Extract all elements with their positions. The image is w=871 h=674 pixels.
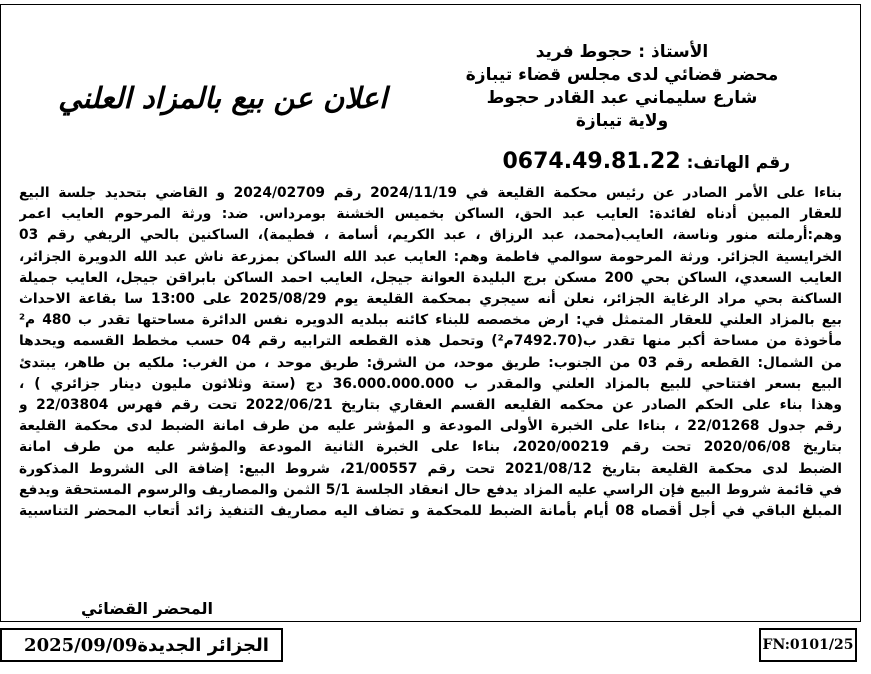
body-line: وهذا بناء على الحكم الصادر عن محكمه القليعه القسم العقاري بتاريخ 2022/06/21 تحت رقم فهرس 22/03804 و — [19, 397, 842, 414]
body-line: مأخوذة من مساحة أكبر منها تقدر ب(7492.70م²) وتحمل هذه القطعه الترابيه رقم 04 حسب مخطط القسمه ويحدها — [19, 333, 842, 350]
reference-number: FN:0101/25 — [762, 637, 854, 653]
announcement-frame — [0, 4, 861, 622]
bailiff-info — [412, 41, 832, 133]
announcement-body — [19, 183, 842, 522]
body-line: المبلغ الباقي في أجل أقصاه 08 أيام بأمانة الضبط للمحكمة و تضاف اليه مصاريف التنفيذ زائد أتعاب المحضر التناسبية — [19, 503, 842, 520]
body-line: وهم:أرملته منور وناسة، العايب(محمد، عبد الرزاق ، عبد الكريم، أسامة ، فطيمة)، الساكنين بالحي الريفي رقم 03 — [19, 227, 842, 244]
bailiff-court: محضر قضائي لدى مجلس قضاء تيبازة — [465, 65, 779, 85]
bailiff-province: ولاية تيبازة — [575, 111, 669, 131]
newspaper-name: الجزائر الجديدة — [137, 634, 269, 656]
body-line: الخرايسية الجزائر. ورثة المرحومة سوالمي فاطمة وهم: العايب عبد الله الساكن بمزرعة ناش عبد الله الدويرة الجزائر، — [19, 248, 842, 265]
phone-label: رقم الهاتف: — [686, 153, 790, 173]
bailiff-name: الأستاذ : حجوط فريد — [535, 42, 709, 62]
phone-row — [503, 149, 791, 174]
reference-box — [759, 628, 857, 662]
body-line: الضبط لدى محكمة القليعة بتاريخ 2021/08/12 تحت رقم 21/00557، شروط البيع: إضافة الى الشروط المذكورة — [19, 460, 842, 477]
body-line: العايب السعدي، الساكن بحي 200 مسكن برج البليدة العوانة جيجل، العايب احمد الساكن بابراقن جيجل، العايب جميلة — [19, 269, 842, 286]
bailiff-street: شارع سليماني عبد القادر حجوط — [486, 88, 758, 108]
body-line: في قائمة شروط البيع فإن الراسي عليه المزاد يدفع حال انعقاد الجلسة 5/1 الثمن والمصاريف والرسوم المستحقة ويدفع — [19, 481, 842, 498]
body-line: الساكنة بحي مراد الرغاية الجزائر، نعلن أنه سيجري بمحكمة القليعة يوم 2025/08/29 على 13:00 سا بقاعة الاحداث — [19, 291, 842, 308]
body-line: البيع بسعر افتتاحي للبيع بالمزاد العلني والمقدر ب 36.000.000.000 دج (ستة وثلاثون مليون دينار جزائري ) ، — [19, 375, 842, 392]
announcement-title: اعلان عن بيع بالمزاد العلني — [58, 81, 387, 115]
body-line: بيع بالمزاد العلني للعقار المتمثل في: ارض مخصصه للبناء كائنه ببلديه الدويره نفس الدائرة مساحتها تقدر ب 480 م² — [19, 312, 842, 329]
signature: المحضر القضائي — [81, 599, 214, 618]
body-line: رقم جدول 22/01268 ، بناءا على الخبرة الأولى المودعة و المؤشر عليه من طرف امانة الضبط لدى محكمة القليعة — [19, 418, 842, 435]
body-line: للعقار المبين أدناه لفائدة: العايب عبد الحق، الساكن بخميس الخشنة بومرداس. ضد: ورثة المرحوم العايب اعمر — [19, 206, 842, 223]
body-line: من الشمال: القطعه رقم 03 من الجنوب: طريق موحد، من الشرق: طريق موحد ، من الغرب: ملكيه بن طاهر، يبتدئ — [19, 354, 842, 371]
phone-number: 0674.49.81.22 — [502, 149, 681, 174]
newspaper-box — [0, 628, 283, 662]
body-line: بناءا على الأمر الصادر عن رئيس محكمة القليعة في 2024/11/19 رقم 2024/02709 و القاضي بتحديد جلسة البيع — [19, 185, 842, 201]
publication-date: 2025/09/09 — [24, 634, 138, 656]
body-line: بتاريخ 2020/06/08 تحت رقم 2020/00219، بناءا على الخبرة الثانية المودعة والمؤشر عليه من طرف امانة — [19, 439, 842, 456]
